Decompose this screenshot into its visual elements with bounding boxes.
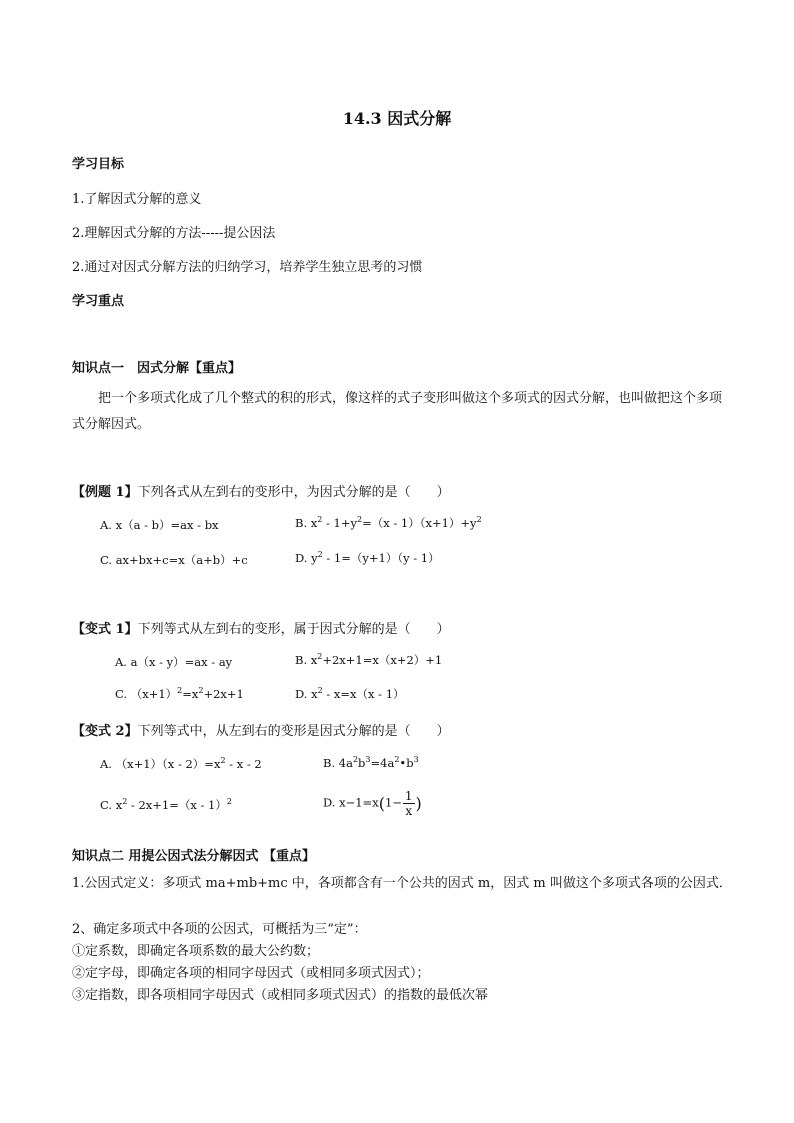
kp2-rule-item: ②定字母，即确定各项的相同字母因式（或相同多项式因式）； [72, 966, 430, 981]
example1-option-c: C. ax+bx+c=x（a+b）+c [100, 553, 248, 567]
variant1-label: 【变式 1】 [72, 622, 138, 637]
variant2-option-b: B. $4a^2b^3=4a^2•b^3$ [323, 755, 419, 770]
variant2-option-c: C. $x^2 - 2x+1=(x - 1)^2$ [100, 797, 232, 812]
goal-item: 2.通过对因式分解方法的归纳学习，培养学生独立思考的习惯 [72, 260, 423, 275]
kp2-rule-item: ①定系数，即确定各项系数的最大公约数； [72, 944, 320, 959]
goal-item: 1.了解因式分解的意义 [72, 192, 202, 207]
variant1-question: 【变式 1】下列等式从左到右的变形，属于因式分解的是（ ） [72, 622, 450, 637]
goal-item: 2.理解因式分解的方法-----提公因法 [72, 226, 276, 241]
example1-question: 【例题 1】下列各式从左到右的变形中，为因式分解的是（ ） [72, 485, 450, 500]
page-title: 14.3 因式分解 [342, 109, 452, 128]
variant1-option-b: B. $x^2+2x+1=x(x+2)+1$ [295, 652, 443, 667]
kp2-rule-intro: 2、确定多项式中各项的公因式，可概括为三“定”： [72, 922, 367, 937]
variant1-option-c: C. $(x+1)^2=x^2+2x+1$ [115, 686, 244, 701]
variant2-question: 【变式 2】下列等式中，从左到右的变形是因式分解的是（ ） [72, 724, 450, 739]
variant1-option-a: A. a（x - y）=ax - ay [115, 655, 233, 669]
example1-option-a: A. x（a - b）=ax - bx [100, 518, 219, 532]
kp1-heading: 知识点一 因式分解【重点】 [72, 361, 242, 376]
example1-label: 【例题 1】 [72, 485, 138, 500]
kp2-heading: 知识点二 用提公因式法分解因式 【重点】 [72, 849, 316, 864]
kp2-rule-item: ③定指数，即各项相同字母因式（或相同多项式因式）的指数的最低次幂 [72, 988, 489, 1003]
focus-heading: 学习重点 [72, 294, 125, 309]
variant2-label: 【变式 2】 [72, 724, 138, 739]
variant2-option-a: A. $(x+1)(x - 2)=x^2 - x - 2$ [100, 756, 262, 771]
fraction-one-over-x: $\frac{1}{x}$ [404, 789, 413, 818]
example1-option-d: D. $y^2 - 1=(y+1)(y - 1)$ [295, 550, 440, 565]
kp1-definition: 把一个多项式化成了几个整式的积的形式，像这样的式子变形叫做这个多项式的因式分解，也叫做把这个多项式分解因式。 [72, 391, 723, 432]
goals-heading: 学习目标 [72, 157, 125, 172]
kp2-definition: 1.公因式定义：多项式 ma+mb+mc 中，各项都含有一个公共的因式 m，因式 m 叫做这个多项式各项的公因式． [72, 876, 732, 891]
variant2-option-d: D. x−1=x(1− $\frac{1}{x}$ ) [323, 789, 422, 818]
variant1-option-d: D. $x^2 - x=x(x - 1)$ [295, 686, 405, 701]
example1-option-b: B. $x^2 - 1+y^2=(x - 1)(x+1)+y^2$ [295, 515, 482, 530]
